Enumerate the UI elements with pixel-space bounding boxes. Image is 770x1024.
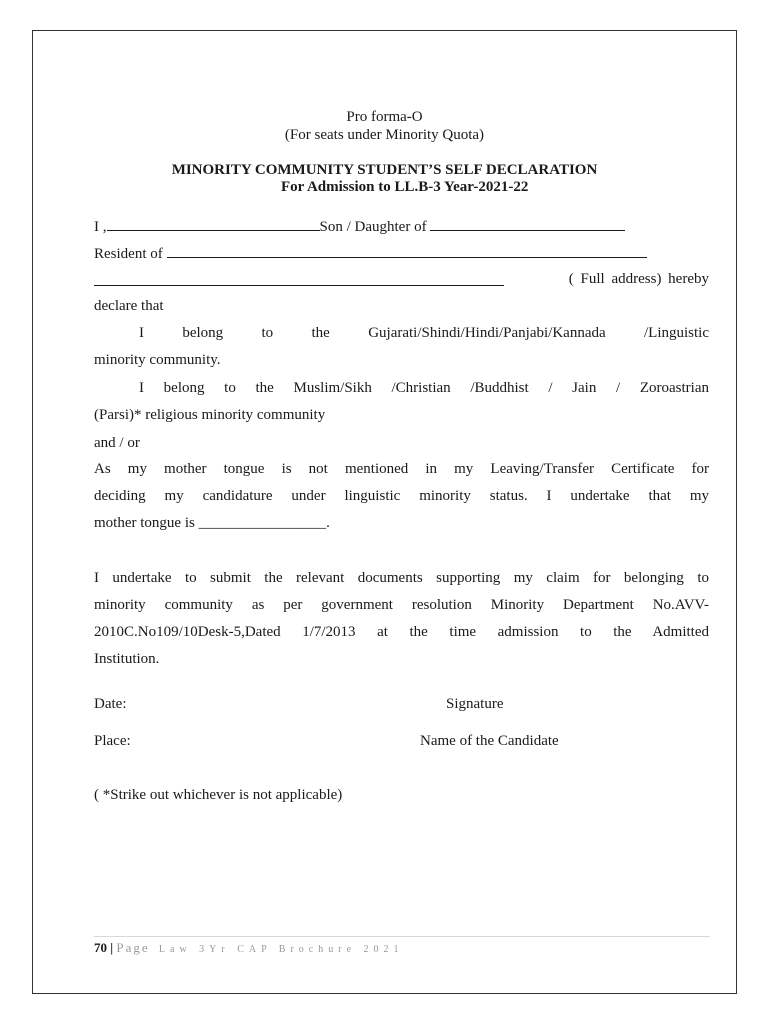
son-daughter-label: Son / Daughter of [319, 219, 427, 235]
resident-line [94, 243, 647, 263]
document-page [32, 30, 737, 994]
undertake-line-2: minority community as per government resolution Minority Department No.AVV- [94, 597, 709, 613]
undertake-line-4: Institution. [94, 651, 160, 667]
undertake-line-3: 2010C.No109/10Desk-5,Dated 1/7/2013 at the time admission to the Admitted [94, 624, 709, 640]
religious-line-2: (Parsi)* religious minority community [94, 407, 326, 423]
linguistic-line-1: I belong to the Gujarati/Shindi/Hindi/Panjabi/Kannada /Linguistic [139, 325, 709, 341]
parent-name-blank [430, 216, 625, 231]
undertake-line-1: I undertake to submit the relevant documents supporting my claim for belonging to [94, 570, 709, 586]
proforma-subtitle: (For seats under Minority Quota) [284, 127, 485, 143]
declare-that: declare that [94, 298, 164, 314]
address-line [94, 271, 709, 291]
resident-label: Resident of [94, 246, 163, 262]
i-label: I , [94, 219, 107, 235]
declaration-subtitle: For Admission to LL.B-3 Year-2021-22 [281, 179, 529, 195]
tongue-line-1: As my mother tongue is not mentioned in my Leaving/Transfer Certificate for [94, 461, 709, 477]
candidate-name-label: Name of the Candidate [420, 733, 559, 749]
page-footer [94, 940, 404, 956]
page-word: Page [116, 940, 150, 955]
full-address-label: ( Full address) hereby [568, 271, 709, 287]
and-or: and / or [94, 435, 140, 451]
brochure-title: Law 3Yr CAP Brochure 2021 [158, 944, 404, 955]
candidate-name-blank [107, 216, 320, 231]
religious-line-1: I belong to the Muslim/Sikh /Christian /Buddhist / Jain / Zoroastrian [139, 380, 709, 396]
proforma-label: Pro forma-O [346, 109, 423, 125]
page-number: 70 [94, 940, 107, 955]
place-label: Place: [94, 733, 131, 749]
tongue-line-3: mother tongue is _________________. [94, 515, 330, 531]
footer-separator: | [110, 940, 114, 955]
signature-label: Signature [446, 696, 504, 712]
footer-divider [94, 936, 710, 937]
address-blank [94, 271, 504, 286]
date-label: Date: [94, 696, 127, 712]
linguistic-line-2: minority community. [94, 352, 221, 368]
strike-out-note: ( *Strike out whichever is not applicable) [94, 787, 343, 803]
name-line [94, 216, 625, 236]
tongue-line-2: deciding my candidature under linguistic minority status. I undertake that my [94, 488, 709, 504]
declaration-title: MINORITY COMMUNITY STUDENT’S SELF DECLARATION [171, 162, 598, 178]
resident-blank [167, 243, 647, 258]
